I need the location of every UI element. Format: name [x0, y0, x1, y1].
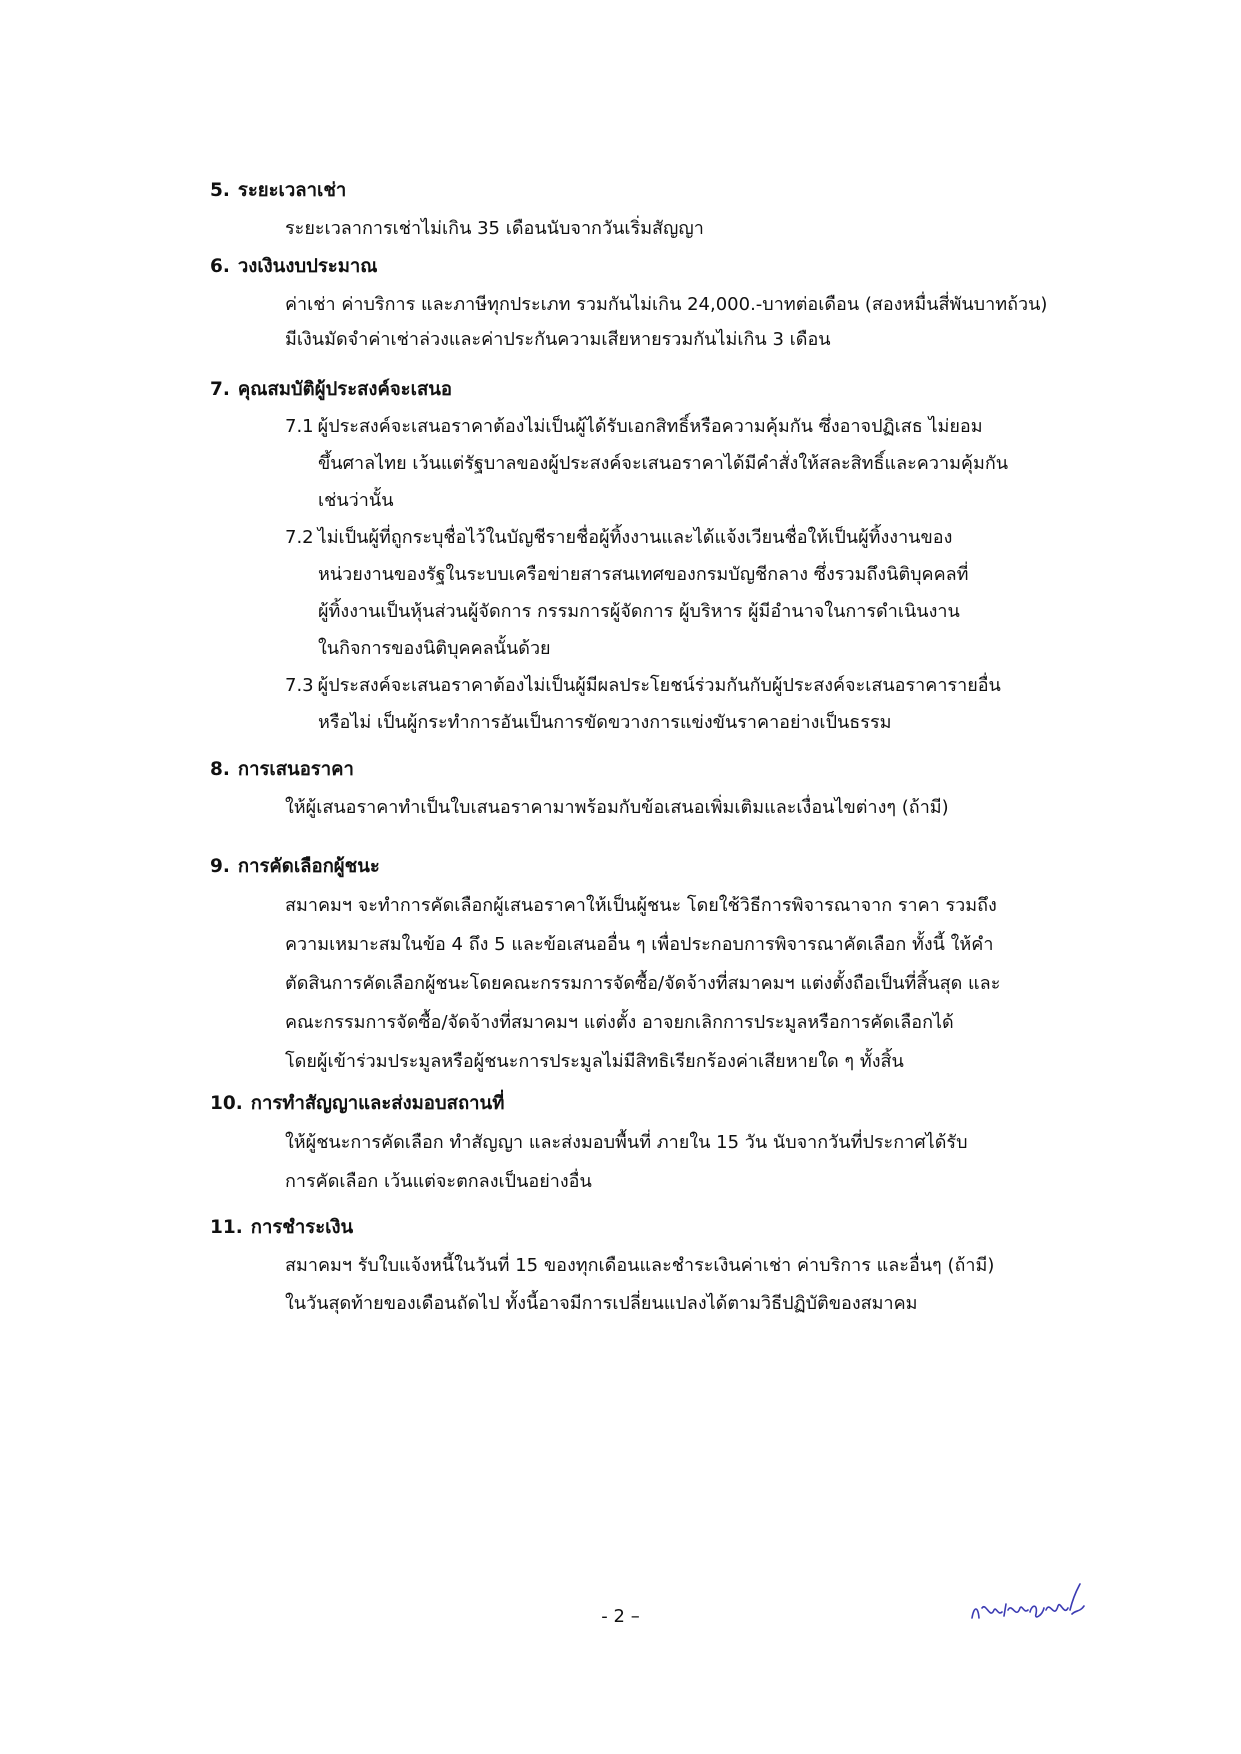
section-8-line-1: ให้ผู้เสนอราคาทำเป็นใบเสนอราคามาพร้อมกับข้อเสนอเพิ่มเติมและเงื่อนไขต่างๆ (ถ้ามี): [285, 797, 949, 818]
subitem-7-1-line-2: ขึ้นศาลไทย เว้นแต่รัฐบาลของผู้ประสงค์จะเสนอราคาได้มีคำสั่งให้สละสิทธิ์และความคุ้มกัน: [318, 453, 1009, 474]
section-11-line-2: ในวันสุดท้ายของเดือนถัดไป ทั้งนี้อาจมีการเปลี่ยนแปลงได้ตามวิธีปฏิบัติของสมาคม: [285, 1293, 918, 1314]
subitem-7-3-line-1: 7.3 ผู้ประสงค์จะเสนอราคาต้องไม่เป็นผู้มีผลประโยชน์ร่วมกันกับผู้ประสงค์จะเสนอราคารายอื่น: [285, 675, 1001, 696]
section-5-heading: 5. ระยะเวลาเช่า: [210, 180, 347, 201]
section-9-heading: 9. การคัดเลือกผู้ชนะ: [210, 856, 380, 877]
section-6-heading: 6. วงเงินงบประมาณ: [210, 256, 378, 277]
section-5-line-1: ระยะเวลาการเช่าไม่เกิน 35 เดือนนับจากวันเริ่มสัญญา: [285, 218, 704, 239]
subitem-7-2-line-3: ผู้ทิ้งงานเป็นหุ้นส่วนผู้จัดการ กรรมการผู้จัดการ ผู้บริหาร ผู้มีอำนาจในการดำเนินงาน: [318, 601, 960, 622]
subitem-7-2-line-2: หน่วยงานของรัฐในระบบเครือข่ายสารสนเทศของกรมบัญชีกลาง ซึ่งรวมถึงนิติบุคคลที่: [318, 564, 969, 585]
section-10-line-1: ให้ผู้ชนะการคัดเลือก ทำสัญญา และส่งมอบพื้นที่ ภายใน 15 วัน นับจากวันที่ประกาศได้รับ: [285, 1132, 968, 1153]
subitem-7-2-line-1: 7.2 ไม่เป็นผู้ที่ถูกระบุชื่อไว้ในบัญชีรายชื่อผู้ทิ้งงานและได้แจ้งเวียนชื่อให้เป็นผู้ทิ้งงานของ: [285, 527, 953, 548]
section-11-line-1: สมาคมฯ รับใบแจ้งหนี้ในวันที่ 15 ของทุกเดือนและชำระเงินค่าเช่า ค่าบริการ และอื่นๆ (ถ้ามี): [285, 1255, 995, 1276]
section-9-line-3: ตัดสินการคัดเลือกผู้ชนะโดยคณะกรรมการจัดซื้อ/จัดจ้างที่สมาคมฯ แต่งตั้งถือเป็นที่สิ้นสุด และ: [285, 973, 1001, 994]
section-10-line-2: การคัดเลือก เว้นแต่จะตกลงเป็นอย่างอื่น: [285, 1171, 592, 1192]
subitem-7-1-line-1: 7.1 ผู้ประสงค์จะเสนอราคาต้องไม่เป็นผู้ได้รับเอกสิทธิ์หรือความคุ้มกัน ซึ่งอาจปฏิเสธ ไม่ยอม: [285, 416, 983, 437]
section-9-line-2: ความเหมาะสมในข้อ 4 ถึง 5 และข้อเสนออื่น ๆ เพื่อประกอบการพิจารณาคัดเลือก ทั้งนี้ ให้คำ: [285, 934, 994, 955]
section-8-heading: 8. การเสนอราคา: [210, 759, 354, 780]
section-7-heading: 7. คุณสมบัติผู้ประสงค์จะเสนอ: [210, 379, 452, 400]
section-9-line-1: สมาคมฯ จะทำการคัดเลือกผู้เสนอราคาให้เป็นผู้ชนะ โดยใช้วิธีการพิจารณาจาก ราคา รวมถึง: [285, 895, 997, 916]
section-10-heading: 10. การทำสัญญาและส่งมอบสถานที่: [210, 1093, 505, 1114]
subitem-7-1-line-3: เช่นว่านั้น: [318, 490, 394, 511]
section-6-line-1: ค่าเช่า ค่าบริการ และภาษีทุกประเภท รวมกันไม่เกิน 24,000.-บาทต่อเดือน (สองหมื่นสี่พันบาทถ้วน): [285, 294, 1048, 315]
section-11-heading: 11. การชำระเงิน: [210, 1217, 354, 1238]
subitem-7-3-line-2: หรือไม่ เป็นผู้กระทำการอันเป็นการขัดขวางการแข่งขันราคาอย่างเป็นธรรม: [318, 712, 892, 733]
signature-image: [968, 1580, 1088, 1630]
section-9-line-5: โดยผู้เข้าร่วมประมูลหรือผู้ชนะการประมูลไม่มีสิทธิเรียกร้องค่าเสียหายใด ๆ ทั้งสิ้น: [285, 1051, 904, 1072]
section-9-line-4: คณะกรรมการจัดซื้อ/จัดจ้างที่สมาคมฯ แต่งตั้ง อาจยกเลิกการประมูลหรือการคัดเลือกได้: [285, 1012, 954, 1033]
page-number: - 2 –: [601, 1606, 640, 1627]
section-6-line-2: มีเงินมัดจำค่าเช่าล่วงและค่าประกันความเสียหายรวมกันไม่เกิน 3 เดือน: [285, 329, 831, 350]
subitem-7-2-line-4: ในกิจการของนิติบุคคลนั้นด้วย: [318, 638, 551, 659]
